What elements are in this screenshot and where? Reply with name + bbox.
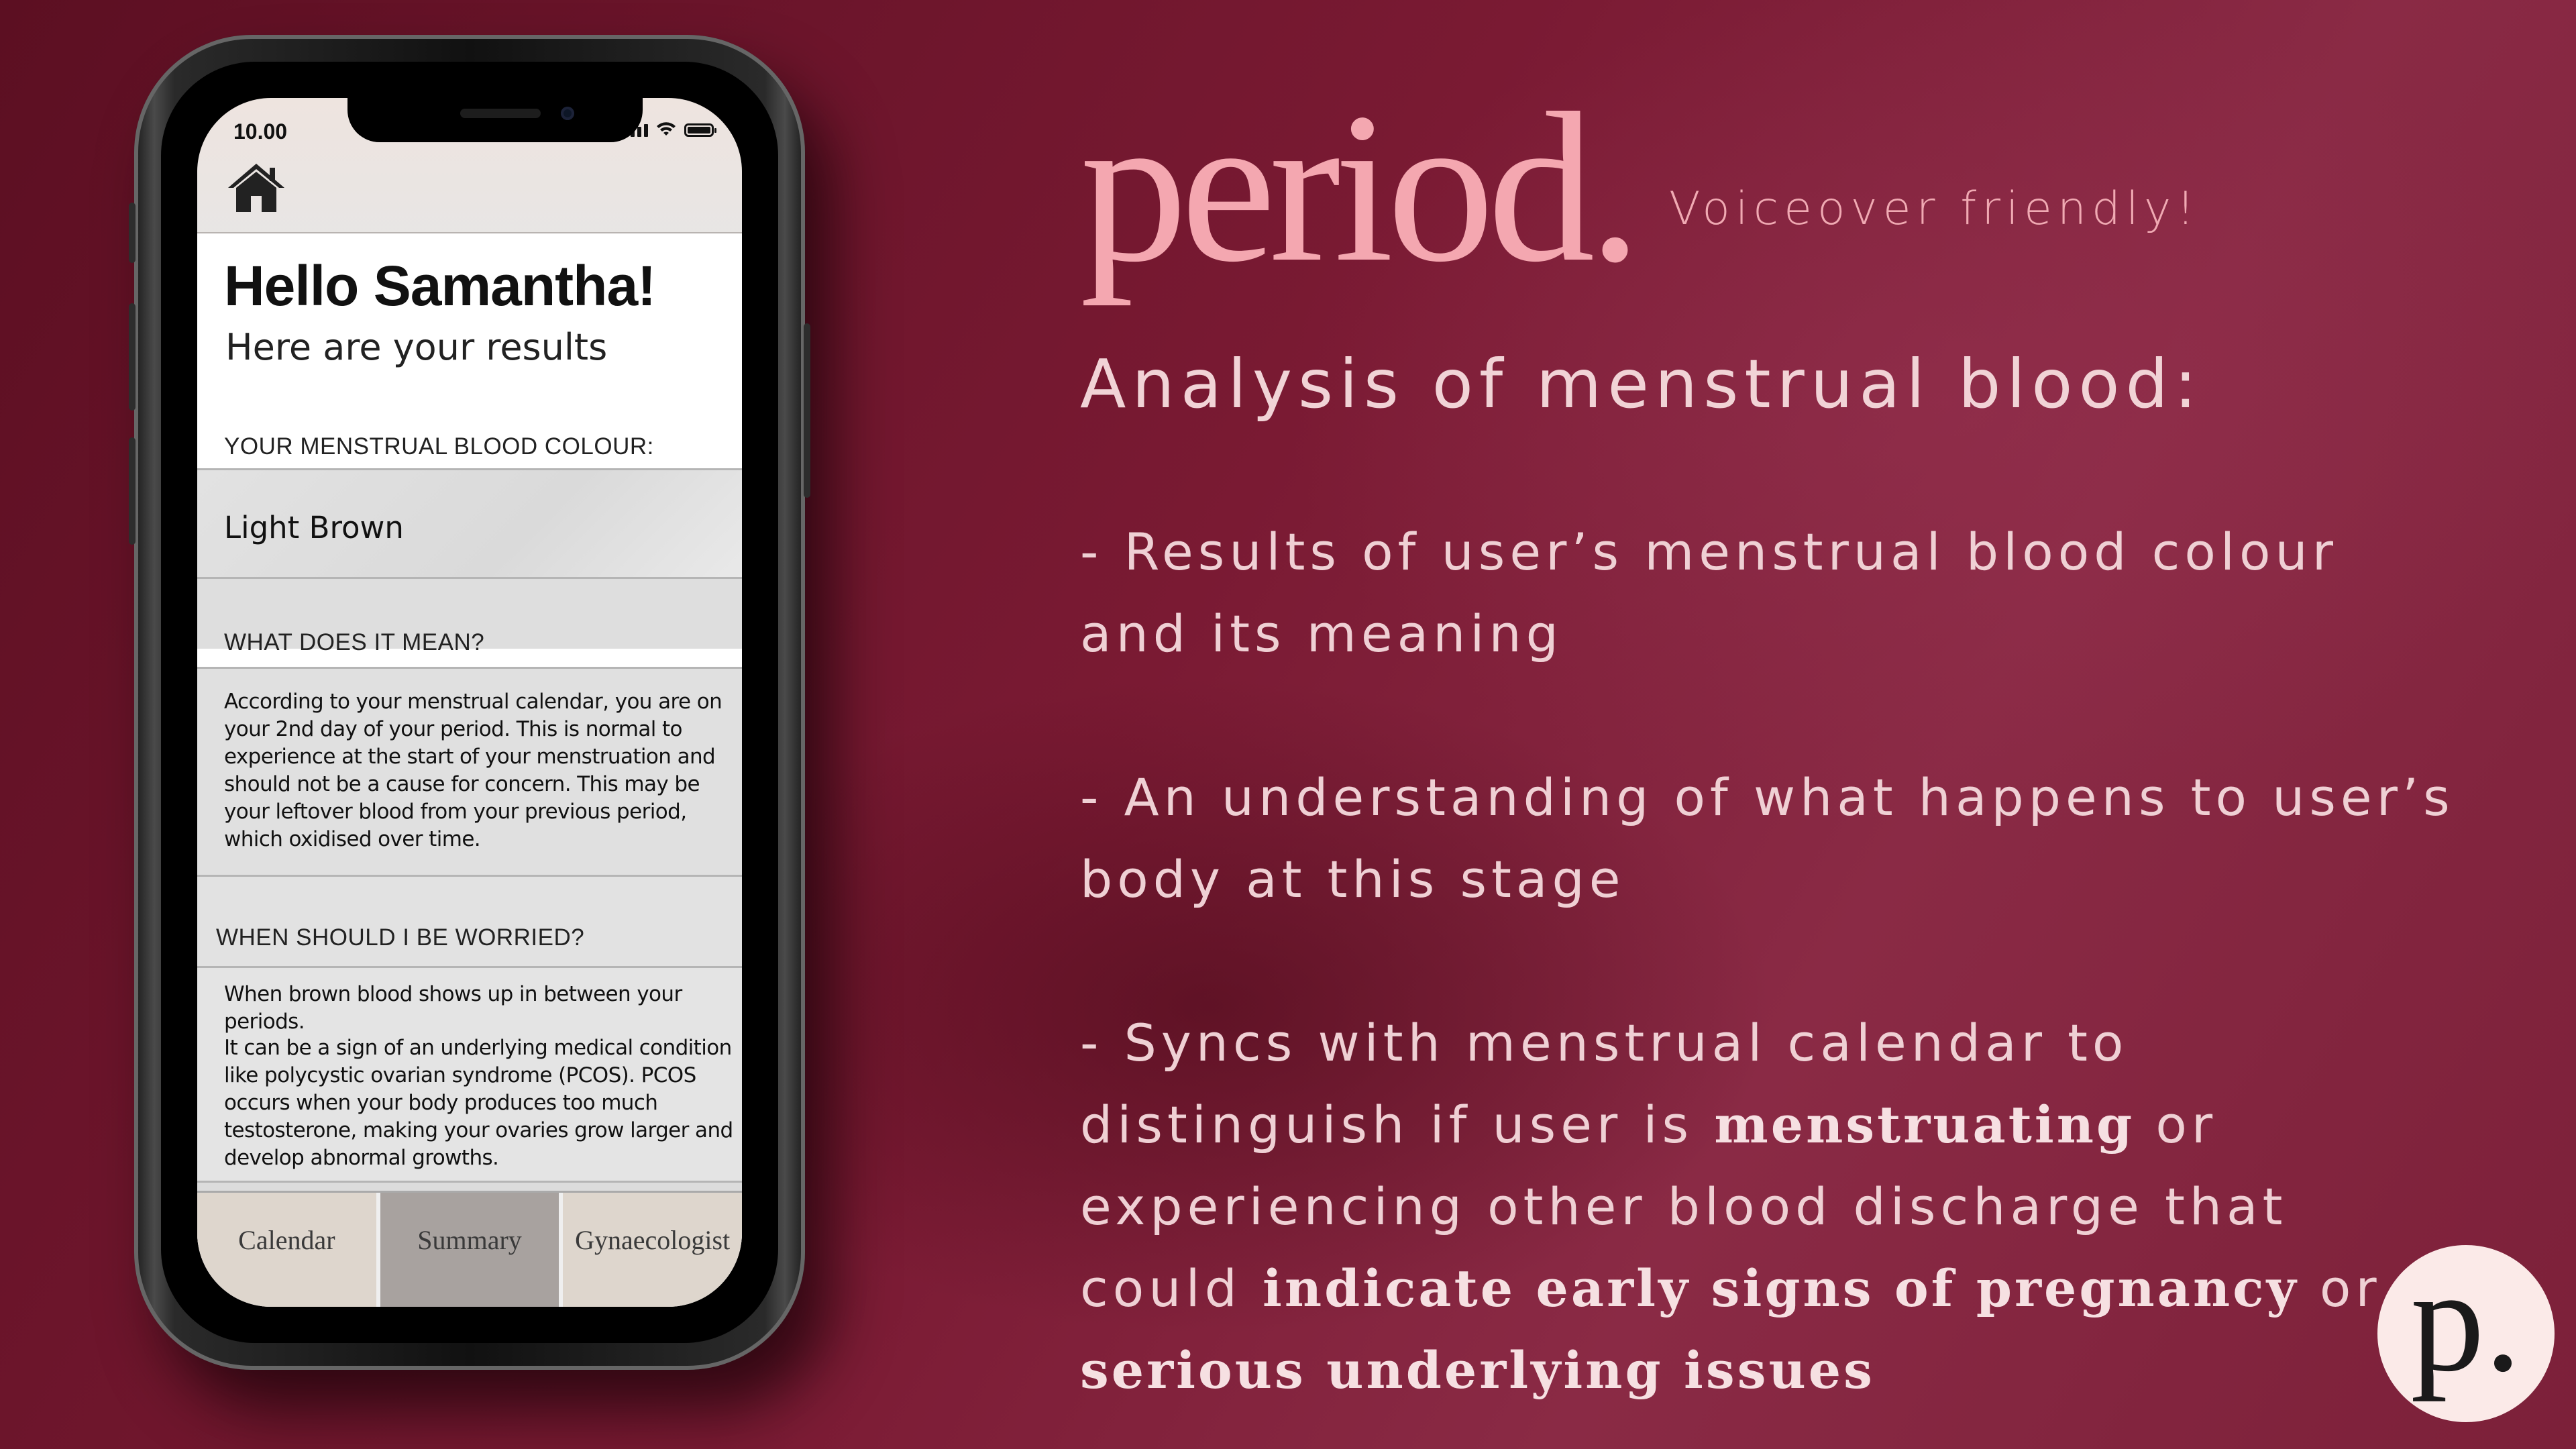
phone-bezel: [161, 62, 778, 1343]
bottom-tab-bar: [197, 1191, 742, 1307]
brand-logo-text: period.: [1080, 69, 1635, 307]
brand-badge-letter: p.: [2410, 1238, 2522, 1402]
worried-text-2: It can be a sign of an underlying medical condition like polycystic ovarian syndrome (PCOS). PCOS occurs when your body produces too much testosterone, making your ovaries grow larger and develop abnormal growths.: [224, 1036, 733, 1170]
worried-header-band: [197, 875, 742, 969]
meaning-text: According to your menstrual calendar, you are on your 2nd day of your period. This is normal to experience at the start of your menstruation and should not be a cause for concern. This may be your leftover blood from your previous period, which oxidised over time.: [224, 690, 722, 851]
tab-calendar[interactable]: Calendar: [197, 1193, 380, 1307]
status-time: 10.00: [233, 119, 288, 144]
colour-value: Light Brown: [224, 510, 404, 545]
speaker-grille: [460, 109, 541, 118]
bullet3-text-3: or: [2298, 1258, 2381, 1318]
feature-bullet-3: [1080, 1002, 2455, 1411]
phone-screen: [197, 98, 742, 1307]
phone-power-button: [804, 323, 810, 498]
home-icon[interactable]: [224, 161, 288, 215]
feature-bullet-2: - An understanding of what happens to user’s body at this stage: [1080, 767, 2455, 909]
worried-text-1: When brown blood shows up in between your periods.: [224, 982, 682, 1034]
greeting-title: Hello Samantha!: [224, 254, 656, 317]
tab-summary[interactable]: Summary: [380, 1193, 564, 1307]
bullet3-bold-pregnancy: indicate early signs of pregnancy: [1262, 1258, 2299, 1318]
phone-volume-down-button: [129, 437, 136, 545]
tagline: Voiceover friendly!: [1669, 182, 2200, 235]
bullet3-text-2: or experiencing other blood discharge that could: [1080, 1095, 2288, 1318]
bullet3-bold-issues: serious underlying issues: [1080, 1340, 1875, 1400]
results-subtitle: Here are your results: [225, 326, 608, 368]
battery-icon: [684, 123, 714, 137]
colour-section-label: YOUR MENSTRUAL BLOOD COLOUR:: [224, 433, 654, 460]
feature-bullet-1: - Results of user’s menstrual blood colour and its meaning: [1080, 522, 2338, 663]
notch: [347, 98, 643, 142]
phone-volume-up-button: [129, 303, 136, 411]
wifi-icon: [656, 122, 676, 137]
analysis-heading: Analysis of menstrual blood:: [1080, 345, 2203, 423]
bullet3-bold-menstruating: menstruating: [1714, 1095, 2135, 1155]
phone-mockup: [134, 35, 805, 1370]
bullet3-text-1: - Syncs with menstrual calendar to distinguish if user is: [1080, 1013, 2129, 1155]
brand-badge: [2377, 1238, 2555, 1422]
meaning-section-label: WHAT DOES IT MEAN?: [224, 629, 485, 655]
tab-gynaecologist[interactable]: Gynaecologist: [563, 1193, 742, 1307]
worried-section-label: WHEN SHOULD I BE WORRIED?: [216, 924, 585, 951]
camera-icon: [561, 107, 574, 120]
phone-side-button: [129, 203, 136, 263]
